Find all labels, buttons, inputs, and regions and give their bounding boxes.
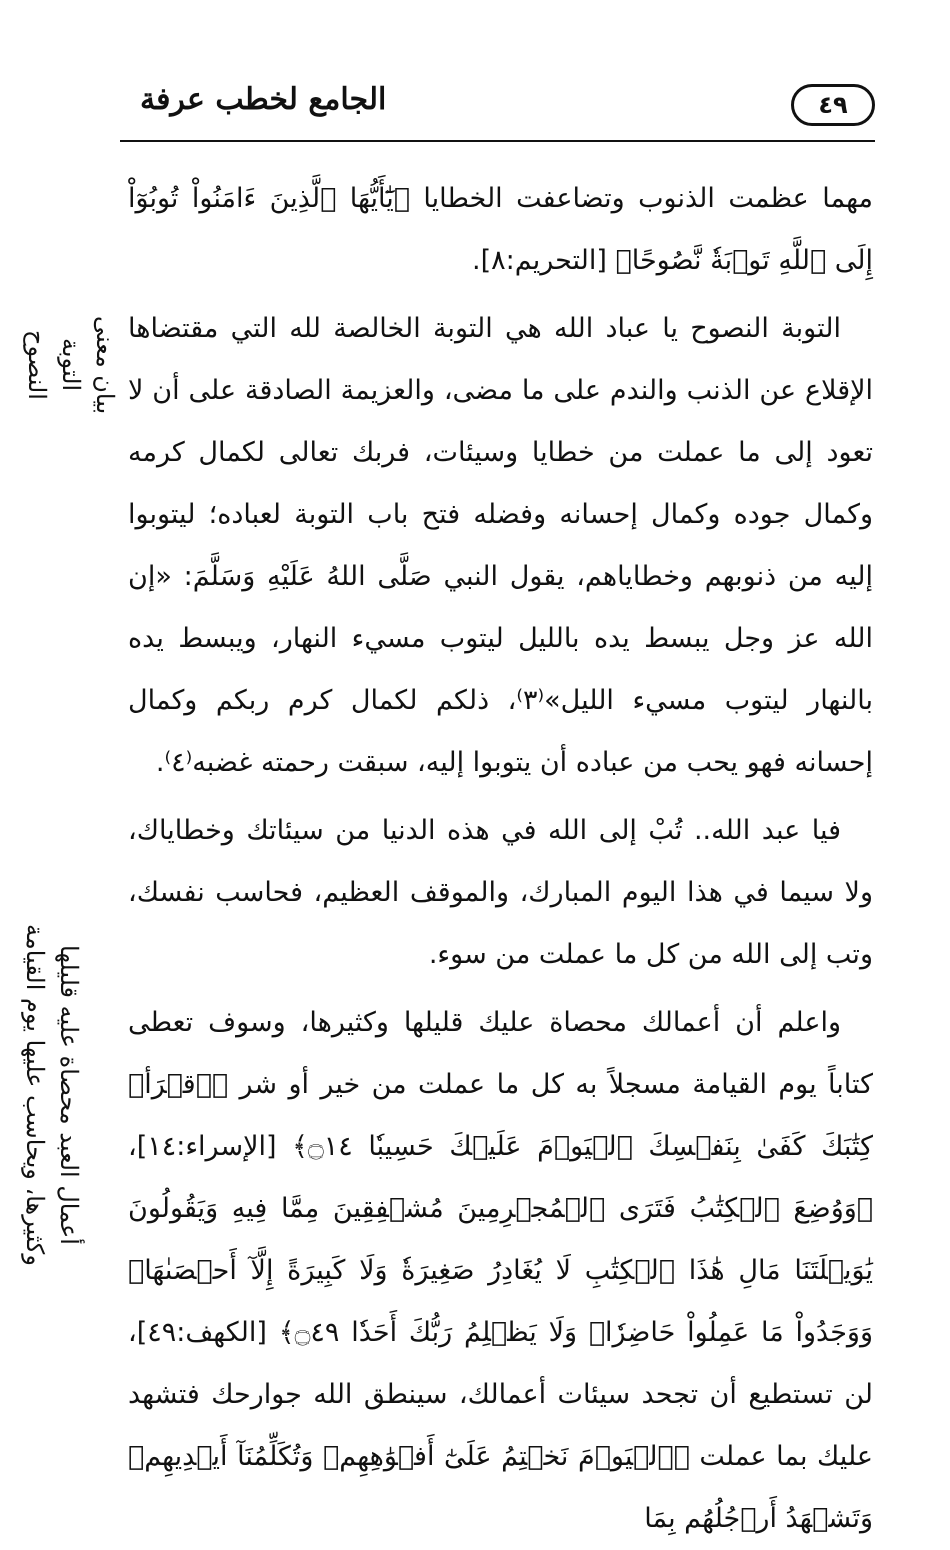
paragraph-3: فيا عبد الله.. تُبْ إلى الله في هذه الدنيا من سيئاتك وخطاياك، ولا سيما في هذا اليوم المبارك، والموقف العظيم، فحاسب نفسك، وتب إلى الله من كل ما عملت من سوء. <box>128 815 873 970</box>
page-number: ٤٩ <box>791 84 875 126</box>
main-text <box>128 168 873 1550</box>
page-header <box>120 78 875 140</box>
margin-note-repentance: بيان معنى التوبة النصوح <box>23 315 119 415</box>
book-title: الجامع لخطب عرفة <box>140 82 387 117</box>
header-divider <box>120 140 875 142</box>
paragraph-1: مهما عظمت الذنوب وتضاعفت الخطايا ﴿يَٰٓأَيُّهَا ٱلَّذِينَ ءَامَنُواْ تُوبُوٓاْ إِلَى ٱللَّهِ تَوۡبَةٗ نَّصُوحًا﴾ [التحريم:٨]. <box>128 183 873 276</box>
margin-note-deeds: أعمال العبد محصاة عليه قليلها وكثيرها، ويحاسب عليها يوم القيامة <box>21 924 83 1266</box>
paragraph-4: واعلم أن أعمالك محصاة عليك قليلها وكثيرها، وسوف تعطى كتاباً يوم القيامة مسجلاً به كل ما عملت من خير أو شر ﴿ٱقۡرَأۡ كِتَٰبَكَ كَفَىٰ بِنَفۡسِكَ ٱلۡيَوۡمَ عَلَيۡكَ حَسِيبٗا ۝١٤﴾ [الإسراء:١٤]، ﴿وَوُضِعَ ٱلۡكِتَٰبُ فَتَرَى ٱلۡمُجۡرِمِينَ مُشۡفِقِينَ مِمَّا فِيهِ وَيَقُولُونَ يَٰوَيۡلَتَنَا مَالِ هَٰذَا ٱلۡكِتَٰبِ لَا يُغَادِرُ صَغِيرَةٗ وَلَا كَبِيرَةً إِلَّآ أَحۡصَىٰهَاۚ وَوَجَدُواْ مَا عَمِلُواْ حَاضِرٗاۗ وَلَا يَظۡلِمُ رَبُّكَ أَحَدٗا ۝٤٩﴾ [الكهف:٤٩]، لن تستطيع أن تجحد سيئات أعمالك، سينطق الله جوارحك فتشهد عليك بما عملت ﴿ٱلۡيَوۡمَ نَخۡتِمُ عَلَىٰٓ أَفۡوَٰهِهِمۡ وَتُكَلِّمُنَآ أَيۡدِيهِمۡ وَتَشۡهَدُ أَرۡجُلُهُم بِمَا <box>128 1007 873 1534</box>
paragraph-2: التوبة النصوح يا عباد الله هي التوبة الخالصة لله التي مقتضاها الإقلاع عن الذنب والندم على ما مضى، والعزيمة الصادقة على أن لا تعود إلى ما عملت من خطايا وسيئات، فربك تعالى لكمال كرمه وكمال جوده وكمال إحسانه وفضله فتح باب التوبة لعباده؛ ليتوبوا إليه من ذنوبهم وخطاياهم، يقول النبي صَلَّى اللهُ عَلَيْهِ وَسَلَّمَ: «إن الله عز وجل يبسط يده بالليل ليتوب مسيء النهار، ويبسط يده بالنهار ليتوب مسيء الليل»⁽٣⁾، ذلكم لكمال كرم ربكم وكمال إحسانه فهو يحب من عباده أن يتوبوا إليه، سبقت رحمته غضبه⁽٤⁾. <box>128 313 873 778</box>
